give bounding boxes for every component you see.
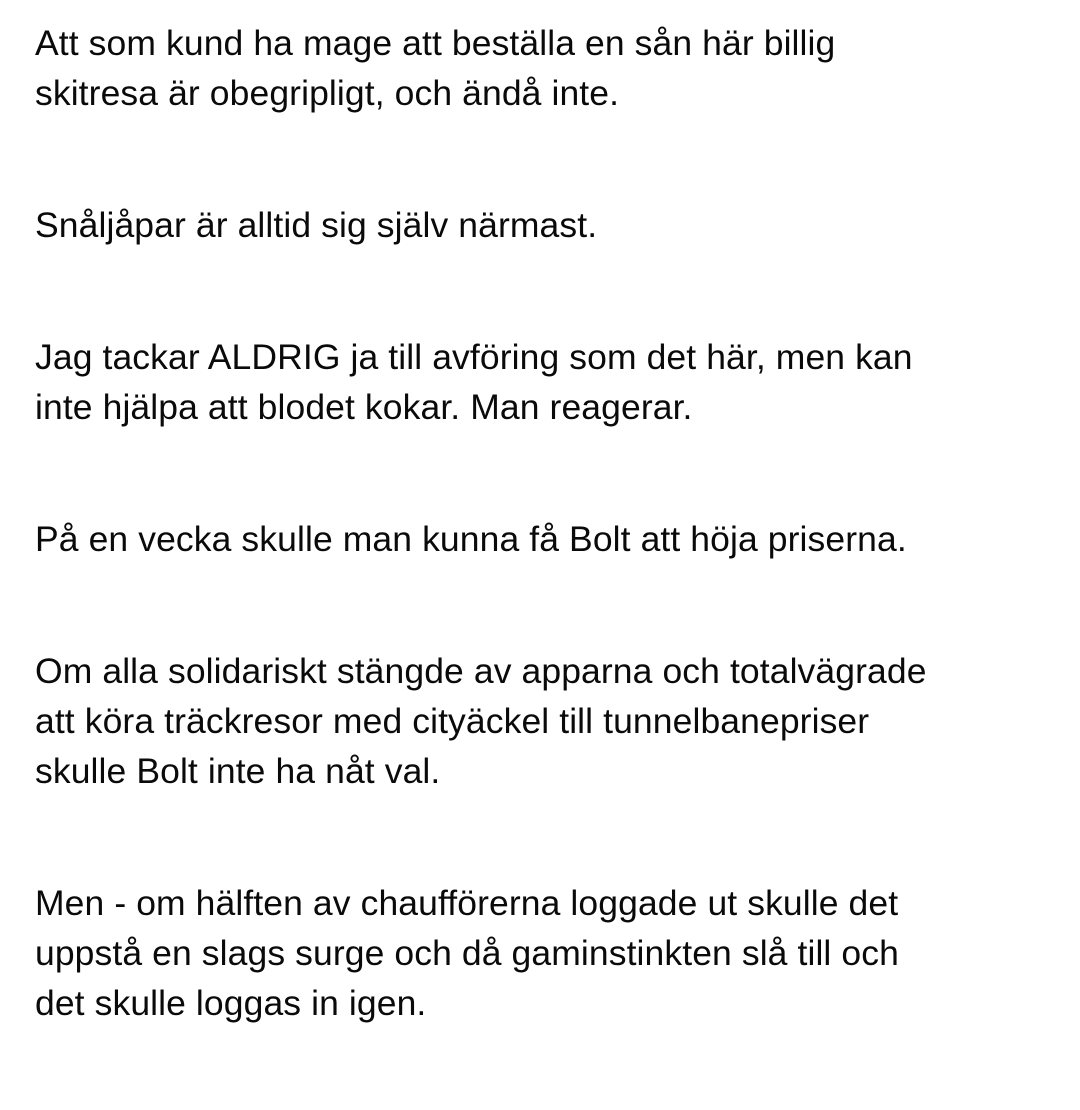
text-line: att köra träckresor med cityäckel till tunnelbanepriser bbox=[35, 701, 870, 741]
paragraph-4 bbox=[35, 514, 1065, 564]
paragraph-1 bbox=[35, 18, 1065, 118]
paragraph-2 bbox=[35, 200, 1065, 250]
paragraph-3 bbox=[35, 332, 1065, 432]
text-line: uppstå en slags surge och då gaminstinkten slå till och bbox=[35, 933, 899, 973]
text-line: skitresa är obegripligt, och ändå inte. bbox=[35, 73, 620, 113]
text-line: Om alla solidariskt stängde av apparna och totalvägrade bbox=[35, 651, 927, 691]
document-body bbox=[35, 18, 1065, 1110]
paragraph-6 bbox=[35, 878, 1065, 1028]
text-line: På en vecka skulle man kunna få Bolt att höja priserna. bbox=[35, 519, 907, 559]
text-line: det skulle loggas in igen. bbox=[35, 983, 427, 1023]
text-line: Jag tackar ALDRIG ja till avföring som det här, men kan bbox=[35, 337, 913, 377]
paragraph-5 bbox=[35, 646, 1065, 796]
text-line: skulle Bolt inte ha nåt val. bbox=[35, 751, 441, 791]
text-line: inte hjälpa att blodet kokar. Man reagerar. bbox=[35, 387, 693, 427]
text-line: Att som kund ha mage att beställa en sån här billig bbox=[35, 23, 836, 63]
text-line: Men - om hälften av chaufförerna loggade ut skulle det bbox=[35, 883, 899, 923]
text-line: Snåljåpar är alltid sig själv närmast. bbox=[35, 205, 598, 245]
